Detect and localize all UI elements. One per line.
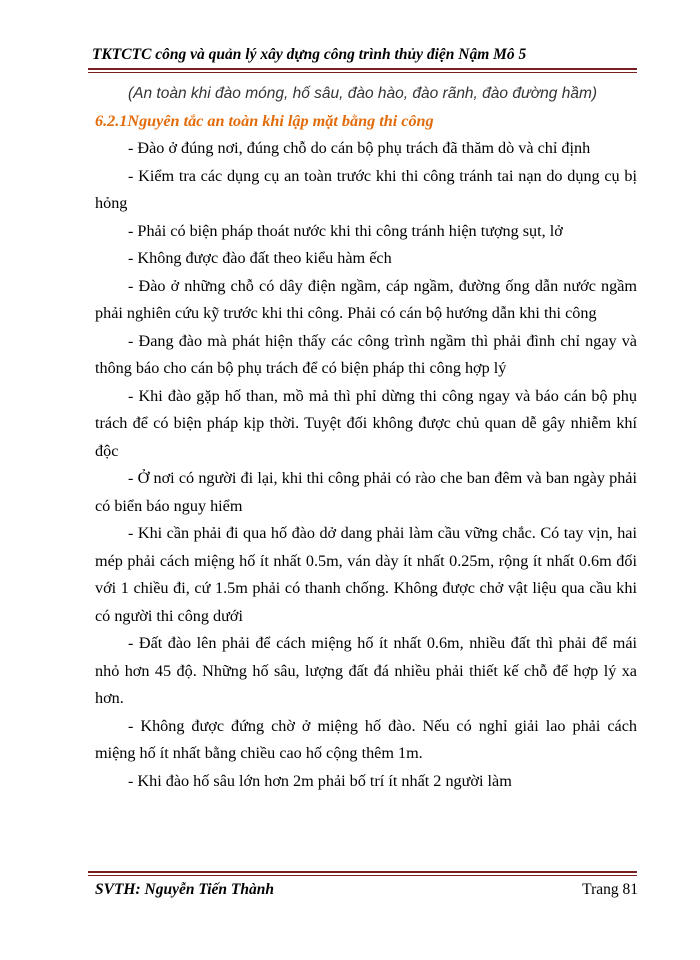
paragraph-item: - Đào ở đúng nơi, đúng chỗ do cán bộ phụ trách đã thăm dò và chỉ định bbox=[128, 139, 591, 157]
page-content bbox=[95, 80, 637, 795]
paragraph-item: - Đào ở những chỗ có dây điện ngầm, cáp ngầm, đường ống dẫn nước ngầm phải nghiên cứu kỹ trước khi thi công. Phải có cán bộ hướng dẫn khi thi công bbox=[95, 276, 637, 322]
paragraph-item: - Đang đào mà phát hiện thấy các công trình ngầm thì phải đình chỉ ngay và thông báo cho cán bộ phụ trách để có biện pháp thi công hợp lý bbox=[95, 331, 637, 377]
paragraph-item: - Không được đào đất theo kiểu hàm ếch bbox=[128, 249, 392, 267]
paragraph-item: - Khi đào hố sâu lớn hơn 2m phải bố trí ít nhất 2 người làm bbox=[128, 771, 512, 790]
paragraph-item: - Khi cần phải đi qua hố đào dở dang phải làm cầu vững chắc. Có tay vịn, hai mép phải cách miệng hố ít nhất 0.5m, ván dày ít nhất 0.25m, rộng ít nhất 0.6m đối với 1 chiều đi, cứ 1.5m phải có thanh chống. Không được chở vật liệu qua cầu khi có người thi công dưới bbox=[95, 524, 637, 625]
footer-author: SVTH: Nguyễn Tiến Thành bbox=[95, 881, 274, 898]
section-note: (An toàn khi đào móng, hố sâu, đào hào, đào rãnh, đào đường hầm) bbox=[128, 85, 598, 102]
header-divider bbox=[88, 68, 637, 73]
paragraph-item: - Ở nơi có người đi lại, khi thi công phải có rào che ban đêm và ban ngày phải có biển báo nguy hiểm bbox=[95, 469, 637, 515]
paragraph-item: - Phải có biện pháp thoát nước khi thi công tránh hiện tượng sụt, lở bbox=[128, 221, 563, 240]
footer-divider bbox=[88, 871, 637, 876]
paragraph-item: - Không được đứng chờ ở miệng hố đào. Nếu có nghỉ giải lao phải cách miệng hố ít nhất bằng chiều cao hố cộng thêm 1m. bbox=[95, 716, 637, 762]
paragraph-item: - Kiểm tra các dụng cụ an toàn trước khi thi công tránh tai nạn do dụng cụ bị hỏng bbox=[95, 166, 637, 212]
page-header-title: TKTCTC công và quản lý xây dựng công trình thủy điện Nậm Mô 5 bbox=[92, 46, 527, 63]
section-heading: 6.2.1Nguyên tắc an toàn khi lập mặt bằng thi công bbox=[95, 111, 434, 130]
paragraph-item: - Đất đào lên phải để cách miệng hố ít nhất 0.6m, nhiều đất thì phải để mái nhỏ hơn 45 độ. Những hố sâu, lượng đất đá nhiều phải thiết kế chỗ để hợp lý xa hơn. bbox=[95, 634, 637, 707]
paragraph-item: - Khi đào gặp hố than, mồ mả thì phỉ dừng thi công ngay và báo cán bộ phụ trách để có biện pháp kịp thời. Tuyệt đối không được chủ quan dễ gây nhiễm khí độc bbox=[95, 386, 637, 460]
footer-page-number: Trang 81 bbox=[582, 881, 638, 898]
